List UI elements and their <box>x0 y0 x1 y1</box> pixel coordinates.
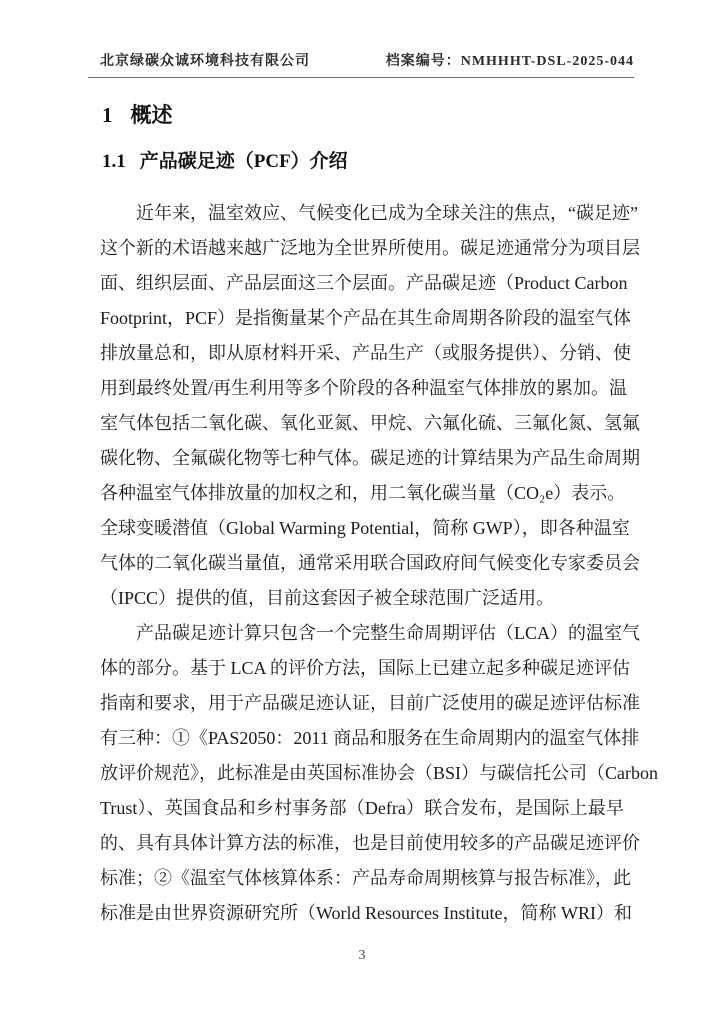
page-content <box>88 0 658 931</box>
paragraph-2 <box>100 616 658 931</box>
paragraph-line: 各种温室气体排放量的加权之和，用二氧化碳当量（CO₂e）表示。 <box>100 482 626 503</box>
section-heading-1 <box>102 104 634 127</box>
paragraph-line: 面、组织层面、产品层面这三个层面。产品碳足迹（Product Carbon <box>100 272 628 293</box>
paragraph-line: Trust）、英国食品和乡村事务部（Defra）联合发布，是国际上最早 <box>100 797 624 818</box>
paragraph-line: 标准；②《温室气体核算体系：产品寿命周期核算与报告标准》，此 <box>100 867 631 888</box>
subsection-title: 产品碳足迹（PCF）介绍 <box>139 151 348 173</box>
paragraph-line: （IPCC）提供的值，目前这套因子被全球范围广泛适用。 <box>100 587 555 608</box>
page-footer <box>0 948 724 964</box>
paragraph-line: 这个新的术语越来越广泛地为全世界所使用。碳足迹通常分为项目层 <box>100 237 640 258</box>
paragraph-line: Footprint，PCF）是指衡量某个产品在其生命周期各阶段的温室气体 <box>100 307 632 328</box>
body-text <box>100 196 658 931</box>
paragraph-line: 用到最终处置/再生利用等多个阶段的各种温室气体排放的累加。温 <box>100 377 627 398</box>
paragraph-line: 放评价规范》，此标准是由英国标准协会（BSI）与碳信托公司（Carbon <box>100 762 658 783</box>
paragraph-line: 近年来，温室效应、气候变化已成为全球关注的焦点，“碳足迹” <box>136 202 638 223</box>
page-number: 3 <box>358 948 366 963</box>
paragraph-line: 全球变暖潜值（Global Warming Potential，简称 GWP），即各种温室 <box>100 517 630 538</box>
paragraph-line: 排放量总和，即从原材料开采、产品生产（或服务提供）、分销、使 <box>100 342 631 363</box>
company-name: 北京绿碳众诚环境科技有限公司 <box>100 54 310 69</box>
paragraph-1 <box>100 196 640 616</box>
paragraph-line: 体的部分。基于 LCA 的评价方法，国际上已建立起多种碳足迹评估 <box>100 657 631 678</box>
archive-number: 档案编号：NMHHHT-DSL-2025-044 <box>385 54 634 69</box>
page-header <box>88 0 634 78</box>
section-title: 概述 <box>130 103 173 127</box>
subsection-number: 1.1 <box>102 151 126 173</box>
paragraph-line: 碳化物、全氟碳化物等七种气体。碳足迹的计算结果为产品生命周期 <box>100 447 640 468</box>
paragraph-line: 室气体包括二氧化碳、氧化亚氮、甲烷、六氟化硫、三氟化氮、氢氟 <box>100 412 640 433</box>
paragraph-line: 产品碳足迹计算只包含一个完整生命周期评估（LCA）的温室气 <box>136 622 640 643</box>
paragraph-line: 标准是由世界资源研究所（World Resources Institute，简称 WRI）和 <box>100 902 633 923</box>
section-number: 1 <box>102 103 113 127</box>
paragraph-line: 的、具有具体计算方法的标准，也是目前使用较多的产品碳足迹评价 <box>100 832 640 853</box>
paragraph-line: 指南和要求，用于产品碳足迹认证，目前广泛使用的碳足迹评估标准 <box>100 692 640 713</box>
paragraph-line: 气体的二氧化碳当量值，通常采用联合国政府间气候变化专家委员会 <box>100 552 640 573</box>
section-heading-1-1 <box>102 152 634 173</box>
paragraph-line: 有三种：①《PAS2050：2011 商品和服务在生命周期内的温室气体排 <box>100 727 640 748</box>
